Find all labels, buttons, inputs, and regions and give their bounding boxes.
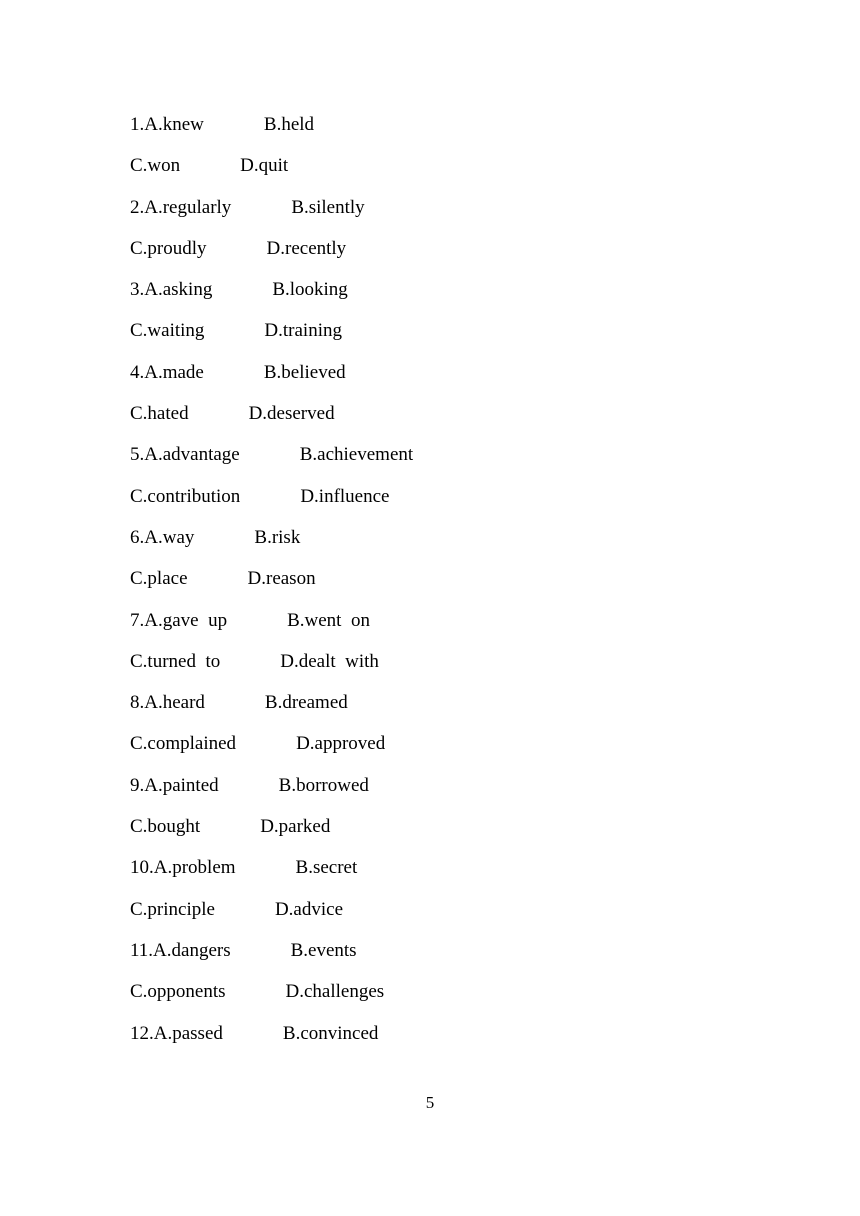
option-c: C.bought bbox=[130, 816, 201, 838]
option-line-6 bbox=[130, 318, 810, 359]
option-a: 11.A.dangers bbox=[130, 939, 231, 961]
option-d: D.advice bbox=[274, 898, 344, 920]
option-line-21 bbox=[130, 938, 810, 979]
option-line-22 bbox=[130, 979, 810, 1020]
option-line-15 bbox=[130, 690, 810, 731]
option-b: B.events bbox=[290, 939, 357, 961]
option-line-19 bbox=[130, 855, 810, 896]
option-a: 1.A.knew bbox=[130, 114, 204, 135]
option-line-18 bbox=[130, 814, 810, 855]
option-c: C.proudly bbox=[130, 237, 207, 259]
option-d: D.influence bbox=[300, 485, 390, 507]
option-d: D.quit bbox=[240, 155, 289, 177]
option-line-2 bbox=[130, 153, 810, 194]
option-b: B.dreamed bbox=[264, 692, 348, 714]
option-line-8 bbox=[130, 401, 810, 442]
option-d: D.dealt with bbox=[280, 650, 379, 672]
option-a: 3.A.asking bbox=[130, 279, 213, 301]
option-d: D.recently bbox=[266, 237, 347, 259]
option-a: 4.A.made bbox=[130, 361, 204, 383]
option-d: D.parked bbox=[260, 816, 331, 838]
option-line-13 bbox=[130, 608, 810, 649]
option-b: B.silently bbox=[291, 196, 365, 218]
option-d: D.reason bbox=[247, 568, 316, 590]
option-b: B.believed bbox=[263, 361, 346, 383]
option-b: B.risk bbox=[254, 526, 301, 548]
option-b: B.secret bbox=[295, 857, 358, 879]
option-line-12 bbox=[130, 566, 810, 607]
option-b: B.achievement bbox=[299, 444, 414, 466]
option-d: D.challenges bbox=[285, 981, 385, 1003]
option-line-17 bbox=[130, 773, 810, 814]
option-a: 6.A.way bbox=[130, 526, 195, 548]
option-line-3 bbox=[130, 195, 810, 236]
option-b: B.looking bbox=[272, 279, 348, 301]
option-a: 5.A.advantage bbox=[130, 444, 240, 466]
option-line-4 bbox=[130, 236, 810, 277]
option-c: C.opponents bbox=[130, 981, 226, 1003]
option-c: C.turned to bbox=[130, 650, 221, 672]
option-line-10 bbox=[130, 484, 810, 525]
option-a: 8.A.heard bbox=[130, 692, 205, 714]
option-c: C.won bbox=[130, 155, 181, 177]
option-c: C.contribution bbox=[130, 485, 241, 507]
option-d: D.approved bbox=[296, 733, 386, 755]
option-a: 12.A.passed bbox=[130, 1022, 223, 1044]
option-a: 10.A.problem bbox=[130, 857, 236, 879]
option-line-5 bbox=[130, 277, 810, 318]
option-c: C.waiting bbox=[130, 320, 205, 342]
option-d: D.deserved bbox=[248, 403, 335, 425]
option-a: 7.A.gave up bbox=[130, 609, 228, 631]
option-line-16 bbox=[130, 731, 810, 772]
page-number: 5 bbox=[425, 1093, 435, 1112]
option-line-23 bbox=[130, 1021, 810, 1062]
option-b: B.went on bbox=[287, 609, 370, 631]
option-b: B.held bbox=[263, 114, 315, 135]
option-b: B.convinced bbox=[282, 1022, 379, 1044]
answer-options-list bbox=[130, 112, 810, 1062]
option-c: C.hated bbox=[130, 403, 189, 425]
option-line-20 bbox=[130, 897, 810, 938]
option-line-1 bbox=[130, 112, 810, 153]
option-line-7 bbox=[130, 360, 810, 401]
option-a: 9.A.painted bbox=[130, 774, 219, 796]
option-line-14 bbox=[130, 649, 810, 690]
option-c: C.place bbox=[130, 568, 188, 590]
option-a: 2.A.regularly bbox=[130, 196, 232, 218]
option-line-9 bbox=[130, 442, 810, 483]
option-d: D.training bbox=[264, 320, 342, 342]
option-c: C.complained bbox=[130, 733, 237, 755]
option-line-11 bbox=[130, 525, 810, 566]
option-c: C.principle bbox=[130, 898, 215, 920]
option-b: B.borrowed bbox=[278, 774, 369, 796]
